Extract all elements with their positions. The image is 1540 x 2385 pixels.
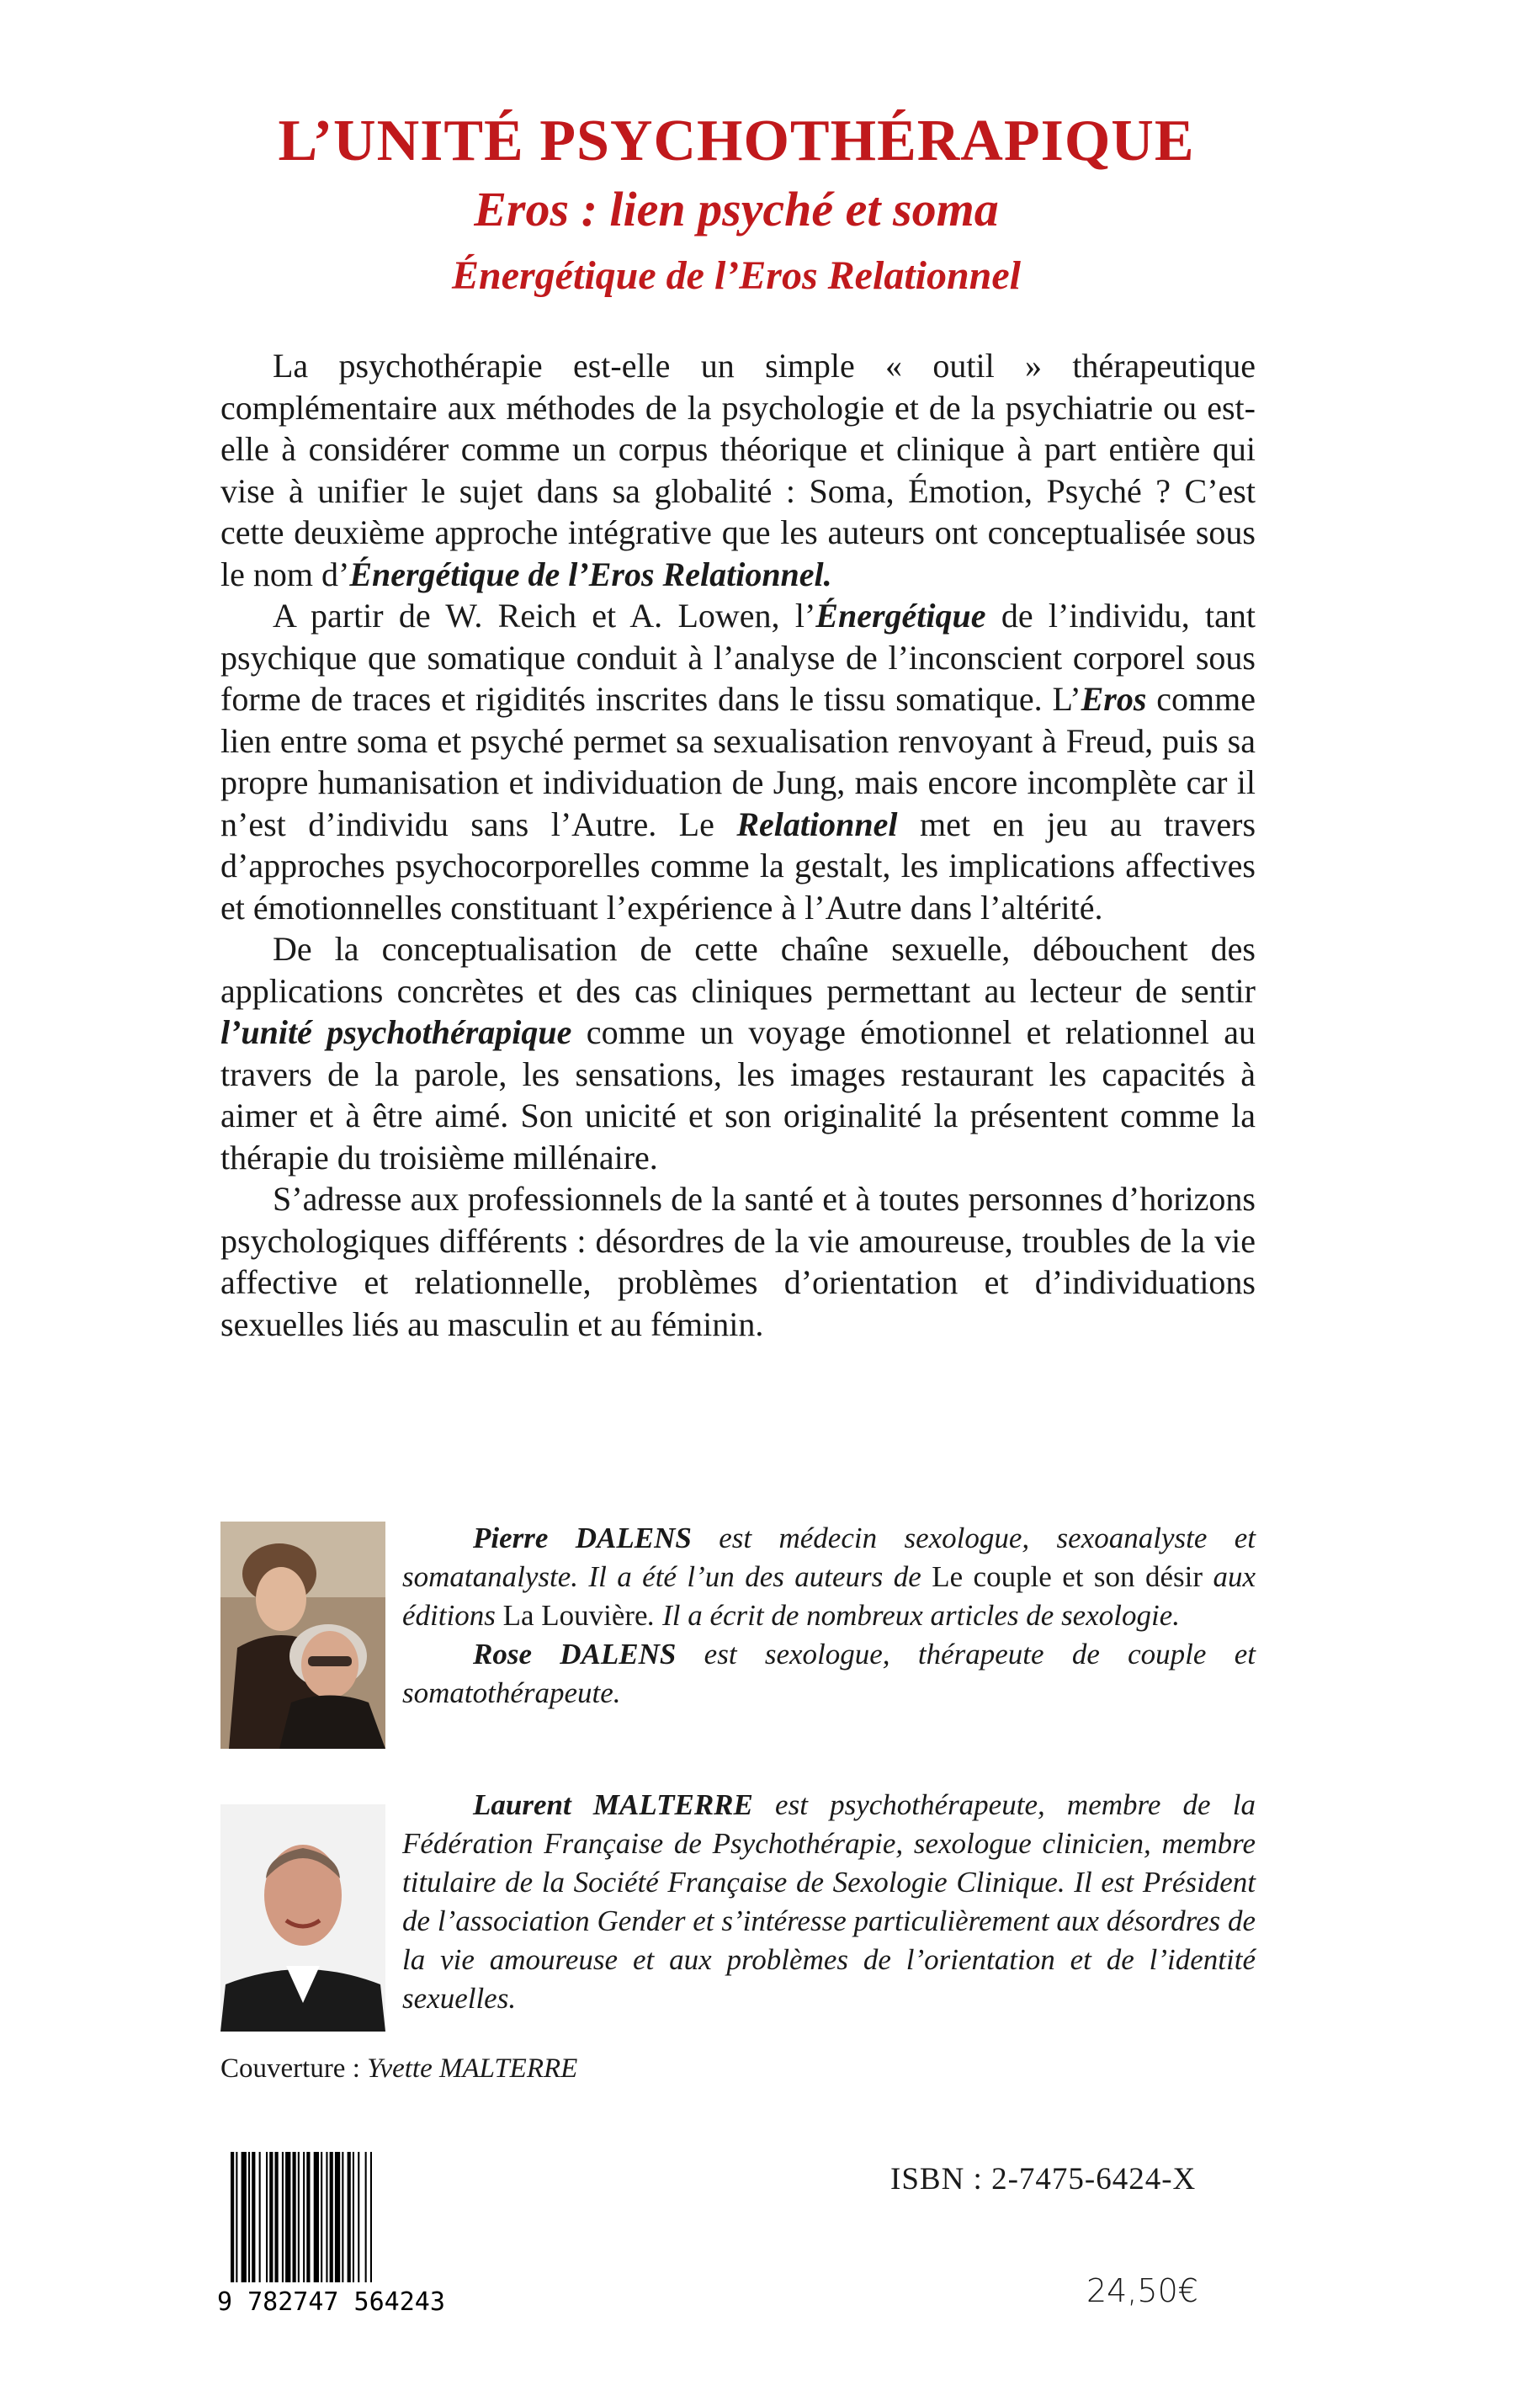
bio-pierre [402,1519,1256,1635]
barcode-bar [370,2152,372,2282]
barcode-digits: 9 782747 564243 [217,2287,445,2317]
p2-emphasis-2: Eros [1081,680,1147,718]
blurb-text [220,345,1256,1345]
barcode-bar [252,2152,255,2282]
author-photo-malterre [220,1804,385,2032]
p2-emphasis-1: Énergétique [815,597,986,635]
barcode-bar [353,2152,354,2282]
barcode-bar [282,2152,284,2282]
barcode-bar [365,2152,367,2282]
paragraph-1 [220,345,1256,595]
p3-emphasis: l’unité psychothérapique [220,1013,572,1051]
barcode-bar [335,2152,340,2282]
paragraph-4: S’adresse aux professionnels de la santé et à toutes personnes d’horizons psychologiques différents : désordres de la vie amoureuse, troubles de la vie affective et relationnelle, problèmes d’orientation et d’individuations sexuelles liés au masculin et au féminin. [220,1180,1256,1343]
p2-text-c: comme lien entre soma et psyché permet sa sexualisation renvoyant à Freud, puis sa propre humanisation et individuation de Jung, mais encore incomplète car il n’est d’individu sans l’Autre. Le [220,680,1256,843]
bio-pierre-text-b: aux éditions [402,1560,1256,1632]
barcode-bar [236,2152,237,2282]
bio-pierre-text-a: est médecin sexologue, sexoanalyste et somatanalyste. Il a été l’un des auteurs de [402,1522,1256,1593]
p2-text-b: de l’individu, tant psychique que somatique conduit à l’analyse de l’inconscient corporel sous forme de traces et rigidités inscrites dans le tissu somatique. L’ [220,597,1256,718]
barcode-bar [306,2152,310,2282]
barcode-bar [314,2152,319,2282]
bio-rose [402,1635,1256,1713]
barcode-bar [348,2152,351,2282]
barcode-bar [231,2152,234,2282]
bio-laurent-text: est psychothérapeute, membre de la Fédération Française de Psychothérapie, sexologue clinicien, membre titulaire de la Société Française de Sexologie Clinique. Il est Président de l’association Gender et s’intéresse particulièrement aux désordres de la vie amoureuse et aux problèmes de l’orientation et de l’identité sexuelles. [402,1788,1256,2015]
bio-malterre [402,1786,1256,2018]
malterre-portrait-graphic [220,1804,385,2032]
book-title-ref: Le couple et son désir [932,1560,1203,1593]
bio-laurent [402,1786,1256,2018]
barcode-bar [248,2152,250,2282]
p2-emphasis-3: Relationnel [736,805,898,843]
authors-photo-dalens [220,1522,385,1749]
barcode-bar [342,2152,343,2282]
p3-text-a: De la conceptualisation de cette chaîne sexuelle, débouchent des applications concrètes et des cas cliniques permettant au lecteur de sentir [220,930,1256,1010]
bio-dalens [402,1519,1256,1713]
price: 24,50€ [1086,2272,1198,2309]
barcode-bars [231,2152,372,2282]
barcode-bar [259,2152,261,2282]
cover-artist: Yvette MALTERRE [367,2053,578,2084]
barcode-bar [358,2152,359,2282]
publisher-ref: La Louvière [502,1599,648,1632]
barcode-bar [298,2152,300,2282]
barcode-bar [269,2152,273,2282]
barcode-bar [242,2152,247,2282]
book-title: L’UNITÉ PSYCHOTHÉRAPIQUE [278,109,1195,173]
barcode [212,2150,475,2319]
bio-pierre-text-c: . Il a écrit de nombreux articles de sexologie. [647,1599,1180,1632]
dalens-portrait-graphic [220,1522,385,1749]
subtitle-eros: Eros : lien psyché et soma [474,182,999,236]
p2-text-a: A partir de W. Reich et A. Lowen, l’ [273,597,816,635]
paragraph-2 [220,595,1256,928]
p1-emphasis: Énergétique de l’Eros Relationnel. [349,555,832,593]
subtitle-energetique: Énergétique de l’Eros Relationnel [451,253,1022,298]
author-name-laurent: Laurent MALTERRE [473,1788,753,1821]
barcode-bar [303,2152,305,2282]
p2-text-d: met en jeu au travers d’approches psychocorporelles comme la gestalt, les implications affectives et émotionnelles constituant l’expérience à l’Autre dans l’altérité. [220,805,1256,927]
barcode-bar [321,2152,322,2282]
barcode-bar [275,2152,279,2282]
barcode-bar [330,2152,333,2282]
p3-text-b: comme un voyage émotionnel et relationnel au travers de la parole, les sensations, les images restaurant les capacités à aimer et à être aimé. Son unicité et son originalité la présentent comme la thérapie du troisième millénaire. [220,1013,1256,1177]
barcode-bar [285,2152,290,2282]
paragraph-3 [220,928,1256,1178]
cover-label: Couverture : [220,2053,368,2084]
bio-rose-text: est sexologue, thérapeute de couple et somatothérapeute. [402,1638,1256,1709]
barcode-bar [293,2152,296,2282]
isbn: ISBN : 2-7475-6424-X [890,2162,1197,2196]
author-name-pierre: Pierre DALENS [473,1522,692,1554]
p1-text: La psychothérapie est-elle un simple « outil » thérapeutique complémentaire aux méthodes de la psychologie et de la psychiatrie ou est-elle à considérer comme un corpus théorique et clinique à part entière qui vise à unifier le sujet dans sa globalité : Soma, Émotion, Psyché ? C’est cette deuxième approche intégrative que les auteurs ont conceptualisée sous le nom d’ [220,347,1256,593]
author-name-rose: Rose DALENS [473,1638,677,1671]
cover-credit [220,2053,577,2085]
barcode-bar [266,2152,268,2282]
barcode-bar [326,2152,327,2282]
